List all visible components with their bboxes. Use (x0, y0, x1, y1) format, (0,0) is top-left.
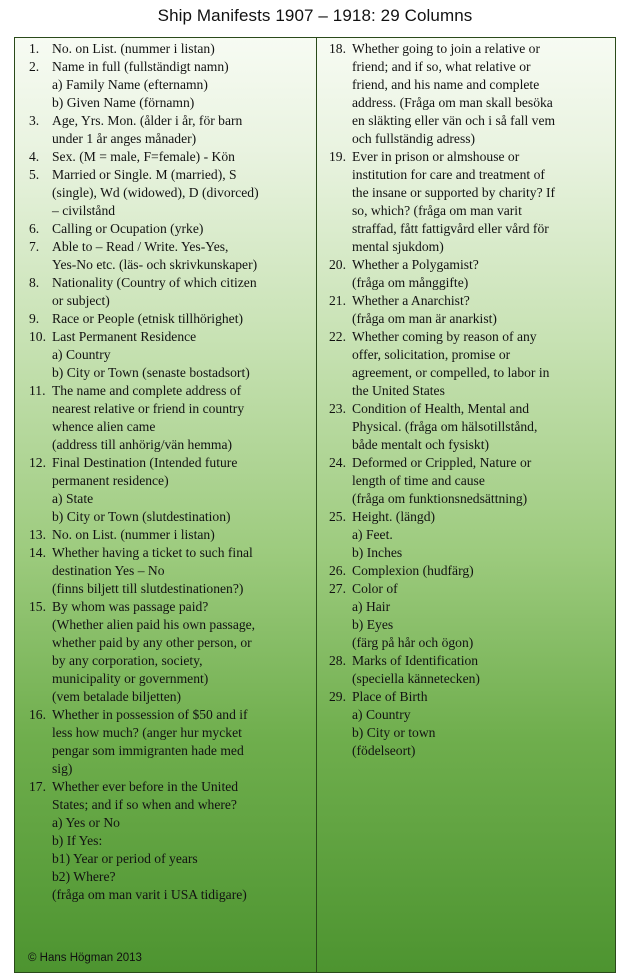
item-text: (single), Wd (widowed), D (divorced) (52, 185, 259, 200)
item-indent (29, 742, 52, 760)
item-number: 23. (329, 401, 346, 416)
item-number: 28. (329, 653, 346, 668)
item-subentry: b2) Where? (52, 869, 116, 884)
item-text: Marks of Identification (352, 653, 479, 668)
item-indent (329, 76, 352, 94)
list-item (29, 274, 316, 310)
item-subentry: (födelseort) (352, 743, 416, 758)
item-number: 10. (29, 329, 46, 344)
item-text: Condition of Health, Mental and (352, 401, 530, 416)
item-text: Place of Birth (352, 689, 428, 704)
item-text: destination Yes – No (52, 563, 165, 578)
item-number: 21. (329, 293, 346, 308)
item-text: (finns biljett till slutdestinationen?) (52, 581, 244, 596)
list-item (329, 328, 615, 400)
item-number: 8. (29, 275, 40, 290)
list-item (29, 598, 316, 706)
item-text: Final Destination (Intended future (52, 455, 238, 470)
item-indent (329, 310, 352, 328)
item-indent (29, 202, 52, 220)
item-text: whence alien came (52, 419, 156, 434)
item-indent (29, 256, 52, 274)
item-number: 14. (29, 545, 46, 560)
item-subentry: b) Eyes (352, 617, 394, 632)
item-indent (329, 220, 352, 238)
item-text: municipality or government) (52, 671, 209, 686)
list-item (329, 454, 615, 508)
item-indent (29, 796, 52, 814)
item-number: 26. (329, 563, 346, 578)
item-number: 2. (29, 59, 40, 74)
item-number: 3. (29, 113, 40, 128)
item-number: 6. (29, 221, 40, 236)
item-text: mental sjukdom) (352, 239, 444, 254)
list-item (29, 706, 316, 778)
item-indent (29, 580, 52, 598)
item-text: Nationality (Country of which citizen (52, 275, 257, 290)
item-indent (329, 166, 352, 184)
item-text: Whether a Anarchist? (352, 293, 470, 308)
item-subentry: a) Yes or No (52, 815, 120, 830)
item-text: Sex. (M = male, F=female) - Kön (52, 149, 235, 164)
item-indent (329, 202, 352, 220)
item-number: 17. (29, 779, 46, 794)
item-text: The name and complete address of (52, 383, 242, 398)
list-item (329, 562, 615, 580)
item-subentry: b) If Yes: (52, 833, 103, 848)
item-indent (29, 688, 52, 706)
list-item (329, 688, 615, 760)
item-number: 4. (29, 149, 40, 164)
item-text: (fråga om funktionsnedsättning) (352, 491, 528, 506)
item-text: pengar som immigranten hade med (52, 743, 244, 758)
item-number: 22. (329, 329, 346, 344)
item-indent (29, 400, 52, 418)
item-number: 1. (29, 41, 40, 56)
item-indent (329, 346, 352, 364)
item-number: 18. (329, 41, 346, 56)
list-item (329, 652, 615, 688)
item-number: 5. (29, 167, 40, 182)
item-text: Whether coming by reason of any (352, 329, 537, 344)
left-column (15, 38, 317, 972)
item-indent (329, 490, 352, 508)
item-text: nearest relative or friend in country (52, 401, 245, 416)
item-subentry: (färg på hår och ögon) (352, 635, 474, 650)
item-subentry: a) Feet. (352, 527, 393, 542)
item-indent (29, 562, 52, 580)
item-subentry: b) Inches (352, 545, 403, 560)
item-subentry: a) Country (52, 347, 111, 362)
item-text: address. (Fråga om man skall besöka (352, 95, 553, 110)
item-indent (29, 724, 52, 742)
item-number: 9. (29, 311, 40, 326)
item-text: Whether having a ticket to such final (52, 545, 253, 560)
item-indent (29, 184, 52, 202)
item-indent (329, 184, 352, 202)
item-indent (329, 418, 352, 436)
item-text: (vem betalade biljetten) (52, 689, 182, 704)
item-text: Calling or Ocupation (yrke) (52, 221, 204, 236)
item-text: By whom was passage paid? (52, 599, 209, 614)
list-item (29, 238, 316, 274)
item-text: en släkting eller vän och i så fall vem (352, 113, 556, 128)
list-item (29, 328, 316, 382)
item-text: States; and if so when and where? (52, 797, 237, 812)
list-item (29, 382, 316, 454)
item-text: Whether in possession of $50 and if (52, 707, 248, 722)
item-text: the United States (352, 383, 445, 398)
list-item (29, 778, 316, 904)
item-indent (329, 364, 352, 382)
list-item (329, 148, 615, 256)
item-indent (29, 634, 52, 652)
item-text: Height. (längd) (352, 509, 436, 524)
item-subentry: b1) Year or period of years (52, 851, 198, 866)
item-text: the insane or supported by charity? If (352, 185, 556, 200)
item-number: 7. (29, 239, 40, 254)
item-text: less how much? (anger hur mycket (52, 725, 242, 740)
list-item (29, 58, 316, 112)
item-text: No. on List. (nummer i listan) (52, 41, 215, 56)
item-text: agreement, or compelled, to labor in (352, 365, 550, 380)
item-text: Age, Yrs. Mon. (ålder i år, för barn (52, 113, 243, 128)
right-column (317, 38, 615, 972)
item-number: 12. (29, 455, 46, 470)
item-subentry: b) Given Name (förnamn) (52, 95, 195, 110)
list-item (329, 508, 615, 562)
list-item (329, 292, 615, 328)
manifest-columns-table (14, 37, 616, 973)
item-text: under 1 år anges månader) (52, 131, 197, 146)
item-subentry: a) Family Name (efternamn) (52, 77, 208, 92)
item-text: offer, solicitation, promise or (352, 347, 511, 362)
item-text: permanent residence) (52, 473, 169, 488)
item-text: – civilstånd (52, 203, 116, 218)
item-number: 11. (29, 383, 46, 398)
list-item (29, 112, 316, 148)
item-number: 15. (29, 599, 46, 614)
item-text: (address till anhörig/vän hemma) (52, 437, 233, 452)
item-number: 13. (29, 527, 46, 542)
item-text: (speciella kännetecken) (352, 671, 480, 686)
item-text: både mentalt och fysiskt) (352, 437, 490, 452)
item-text: Color of (352, 581, 398, 596)
item-indent (29, 472, 52, 490)
item-text: straffad, fått fattigvård eller vård för (352, 221, 549, 236)
item-indent (329, 436, 352, 454)
item-text: friend, and his name and complete (352, 77, 540, 92)
item-text: Whether ever before in the United (52, 779, 239, 794)
item-subentry: a) Country (352, 707, 411, 722)
item-text: Married or Single. M (married), S (52, 167, 237, 182)
item-text: Able to – Read / Write. Yes-Yes, (52, 239, 229, 254)
item-text: No. on List. (nummer i listan) (52, 527, 215, 542)
item-text: Deformed or Crippled, Nature or (352, 455, 532, 470)
list-item (29, 220, 316, 238)
item-indent (29, 418, 52, 436)
list-item (29, 40, 316, 58)
item-text: (Whether alien paid his own passage, (52, 617, 256, 632)
item-indent (329, 238, 352, 256)
list-item (329, 256, 615, 292)
item-text: Ever in prison or almshouse or (352, 149, 520, 164)
item-indent (329, 670, 352, 688)
item-indent (329, 58, 352, 76)
item-indent (329, 274, 352, 292)
item-text: whether paid by any other person, or (52, 635, 252, 650)
list-item (29, 310, 316, 328)
item-indent (29, 616, 52, 634)
item-text: (fråga om man är anarkist) (352, 311, 497, 326)
item-text: by any corporation, society, (52, 653, 203, 668)
item-text: Whether a Polygamist? (352, 257, 479, 272)
item-text: friend; and if so, what relative or (352, 59, 531, 74)
item-text: Race or People (etnisk tillhörighet) (52, 311, 244, 326)
item-number: 16. (29, 707, 46, 722)
item-number: 19. (329, 149, 346, 164)
item-subentry: a) State (52, 491, 94, 506)
item-text: Physical. (fråga om hälsotillstånd, (352, 419, 538, 434)
item-text: sig) (52, 761, 73, 776)
item-indent (329, 94, 352, 112)
item-text: Yes-No etc. (läs- och skrivkunskaper) (52, 257, 258, 272)
item-indent (329, 130, 352, 148)
item-text: or subject) (52, 293, 110, 308)
item-indent (329, 382, 352, 400)
item-text: length of time and cause (352, 473, 485, 488)
item-indent (29, 292, 52, 310)
list-item (29, 148, 316, 166)
list-item (29, 544, 316, 598)
list-item (29, 526, 316, 544)
list-item (329, 580, 615, 652)
item-indent (29, 652, 52, 670)
page-title: Ship Manifests 1907 – 1918: 29 Columns (157, 6, 473, 25)
list-item (29, 454, 316, 526)
item-text: Name in full (fullständigt namn) (52, 59, 229, 74)
item-text: Whether going to join a relative or (352, 41, 540, 56)
item-indent (29, 436, 52, 454)
item-text: (fråga om månggifte) (352, 275, 469, 290)
item-number: 24. (329, 455, 346, 470)
item-indent (29, 130, 52, 148)
list-item (29, 166, 316, 220)
item-text: och fullständig adress) (352, 131, 476, 146)
item-text: Last Permanent Residence (52, 329, 197, 344)
item-text: so, which? (fråga om man varit (352, 203, 522, 218)
list-item (329, 400, 615, 454)
item-indent (329, 112, 352, 130)
item-subentry: (fråga om man varit i USA tidigare) (52, 887, 247, 902)
item-number: 20. (329, 257, 346, 272)
item-indent (29, 760, 52, 778)
item-text: Complexion (hudfärg) (352, 563, 474, 578)
item-subentry: b) City or Town (senaste bostadsort) (52, 365, 250, 380)
item-subentry: b) City or town (352, 725, 436, 740)
item-subentry: b) City or Town (slutdestination) (52, 509, 231, 524)
copyright-notice: © Hans Högman 2013 (28, 952, 142, 964)
item-text: institution for care and treatment of (352, 167, 545, 182)
list-item (329, 40, 615, 148)
item-number: 27. (329, 581, 346, 596)
item-indent (29, 670, 52, 688)
item-subentry: a) Hair (352, 599, 391, 614)
item-number: 29. (329, 689, 346, 704)
item-number: 25. (329, 509, 346, 524)
item-indent (329, 472, 352, 490)
